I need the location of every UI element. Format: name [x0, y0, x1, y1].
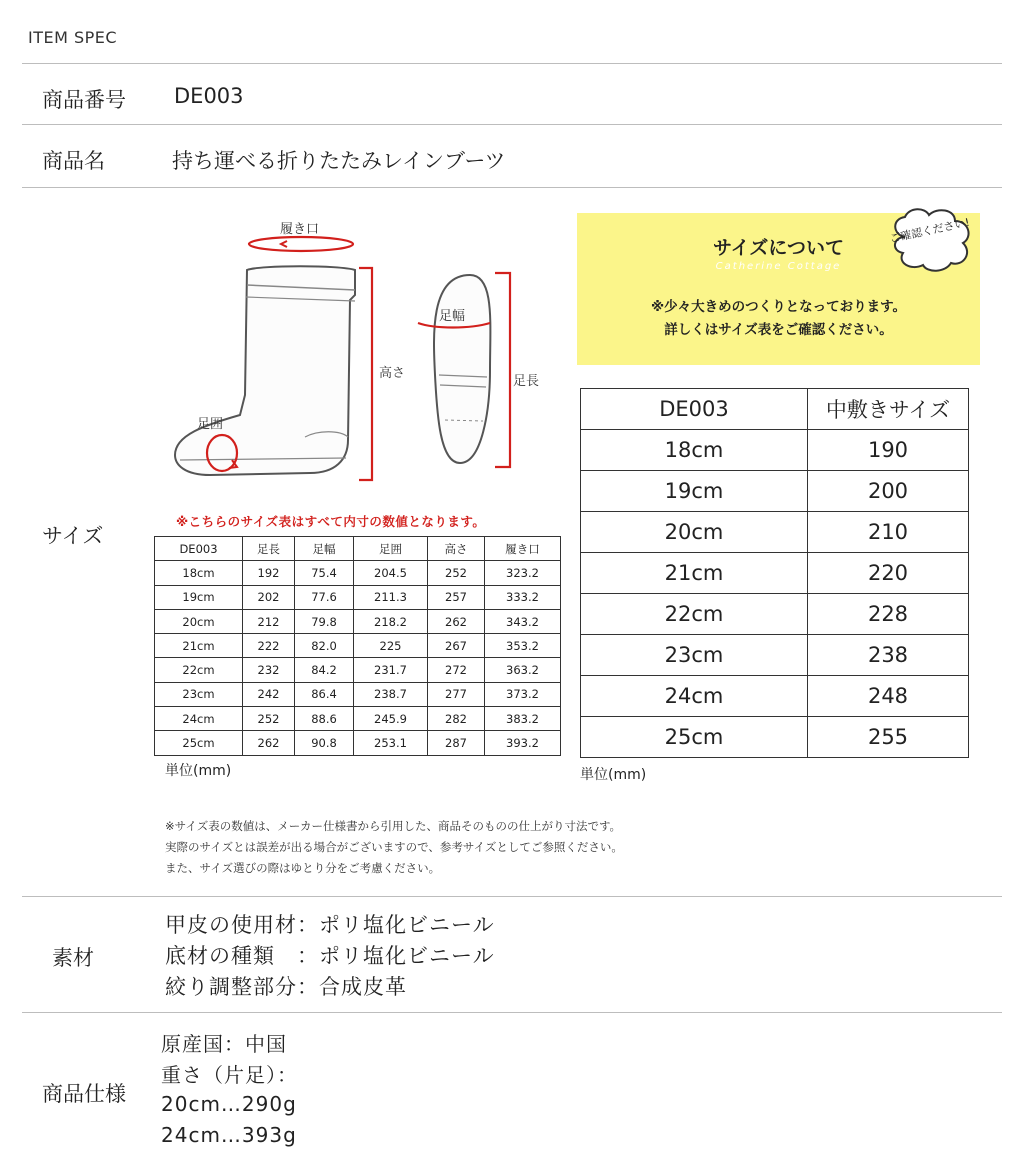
table-row [581, 717, 969, 758]
table-cell: 20cm [581, 512, 808, 553]
table-cell: 220 [808, 553, 969, 594]
table-cell: 242 [243, 682, 295, 706]
table-cell: 363.2 [485, 658, 561, 682]
boot-diagram [150, 205, 570, 505]
table-cell: 248 [808, 676, 969, 717]
table-row [581, 471, 969, 512]
spec-line: 原産国：中国 [161, 1032, 287, 1056]
divider [22, 1012, 1002, 1013]
height-label: 高さ [379, 366, 406, 381]
table-cell: 232 [243, 658, 295, 682]
table-cell: 190 [808, 430, 969, 471]
table-cell: 323.2 [485, 561, 561, 585]
table-cell: 23cm [581, 635, 808, 676]
table-row [155, 658, 561, 682]
table-row [155, 634, 561, 658]
height-bracket [359, 268, 372, 480]
size-note-line: 実際のサイズとは誤差が出る場合がございますので、参考サイズとしてご参照ください。 [165, 840, 623, 854]
table-row [155, 731, 561, 755]
table-header: 履き口 [485, 537, 561, 561]
foot-length-label: 足長 [513, 374, 540, 389]
material-line: 甲皮の使用材：ポリ塩化ビニール [165, 913, 495, 937]
foot-length-bracket [495, 273, 510, 467]
table-cell: 333.2 [485, 585, 561, 609]
table-row [581, 635, 969, 676]
divider [22, 63, 1002, 64]
table-cell: 353.2 [485, 634, 561, 658]
inner-size-note: ※こちらのサイズ表はすべて内寸の数値となります。 [176, 514, 486, 529]
table-cell: 343.2 [485, 609, 561, 633]
table-cell: 218.2 [354, 609, 428, 633]
material-line: 絞り調整部分：合成皮革 [165, 975, 407, 999]
table-cell: 238 [808, 635, 969, 676]
table-header: 足囲 [354, 537, 428, 561]
table-cell: 79.8 [295, 609, 354, 633]
table-cell: 204.5 [354, 561, 428, 585]
cloud-badge-icon [885, 207, 977, 275]
spec-line: 24cm…393g [161, 1123, 297, 1147]
table-row [155, 561, 561, 585]
table-row [155, 585, 561, 609]
insole-size-table [580, 388, 969, 758]
table-cell: 21cm [155, 634, 243, 658]
table-cell: 82.0 [295, 634, 354, 658]
table-cell: 25cm [581, 717, 808, 758]
size-notice-line-1: ※少々大きめのつくりとなっております。 [650, 299, 907, 315]
table-cell: 225 [354, 634, 428, 658]
table-row [155, 707, 561, 731]
size-note-line: ※サイズ表の数値は、メーカー仕様書から引用した、商品そのものの仕上がり寸法です。 [165, 819, 622, 833]
table-cell: 228 [808, 594, 969, 635]
divider [22, 896, 1002, 897]
unit-label: 単位(mm) [165, 763, 232, 779]
table-cell: 262 [428, 609, 485, 633]
table-cell: 19cm [581, 471, 808, 512]
table-row [581, 676, 969, 717]
table-cell: 287 [428, 731, 485, 755]
product-name-value: 持ち運べる折りたたみレインブーツ [172, 149, 506, 173]
table-cell: 211.3 [354, 585, 428, 609]
table-header-row [581, 389, 969, 430]
table-cell: 21cm [581, 553, 808, 594]
table-cell: 25cm [155, 731, 243, 755]
table-cell: 373.2 [485, 682, 561, 706]
product-name-label: 商品名 [42, 149, 105, 173]
table-cell: 22cm [581, 594, 808, 635]
size-table [154, 536, 561, 756]
table-header: DE003 [581, 389, 808, 430]
divider [22, 187, 1002, 188]
size-note-line: また、サイズ選びの際はゆとり分をご考慮ください。 [165, 861, 441, 875]
product-number-value: DE003 [174, 84, 244, 108]
size-notice-title: サイズについて [712, 237, 845, 259]
table-cell: 252 [428, 561, 485, 585]
table-cell: 77.6 [295, 585, 354, 609]
table-cell: 88.6 [295, 707, 354, 731]
table-header: 中敷きサイズ [808, 389, 969, 430]
opening-arrow [249, 237, 353, 251]
table-cell: 262 [243, 731, 295, 755]
table-cell: 75.4 [295, 561, 354, 585]
table-cell: 20cm [155, 609, 243, 633]
table-header: 足幅 [295, 537, 354, 561]
divider [22, 124, 1002, 125]
table-cell: 253.1 [354, 731, 428, 755]
unit-label-2: 単位(mm) [580, 767, 647, 783]
item-spec-header: ITEM SPEC [28, 28, 118, 47]
table-cell: 24cm [155, 707, 243, 731]
spec-line: 重さ（片足）： [161, 1063, 298, 1087]
table-cell: 393.2 [485, 731, 561, 755]
product-number-label: 商品番号 [42, 88, 126, 112]
material-line: 底材の種類 ：ポリ塩化ビニール [165, 944, 495, 968]
size-diagram [150, 205, 570, 505]
table-header: DE003 [155, 537, 243, 561]
table-cell: 383.2 [485, 707, 561, 731]
table-cell: 19cm [155, 585, 243, 609]
table-row [581, 553, 969, 594]
table-cell: 222 [243, 634, 295, 658]
spec-line: 20cm…290g [161, 1092, 297, 1116]
table-cell: 202 [243, 585, 295, 609]
size-notice-line-2: 詳しくはサイズ表をご確認ください。 [664, 322, 893, 338]
opening-label: 履き口 [280, 222, 320, 237]
table-cell: 210 [808, 512, 969, 553]
table-cell: 18cm [155, 561, 243, 585]
table-cell: 18cm [581, 430, 808, 471]
table-header: 足長 [243, 537, 295, 561]
table-row [155, 682, 561, 706]
badge-text: ご確認ください! [888, 215, 971, 246]
table-cell: 86.4 [295, 682, 354, 706]
table-cell: 282 [428, 707, 485, 731]
table-cell: 277 [428, 682, 485, 706]
table-cell: 212 [243, 609, 295, 633]
table-cell: 245.9 [354, 707, 428, 731]
foot-girth-label: 足囲 [197, 417, 224, 432]
table-cell: 84.2 [295, 658, 354, 682]
foot-width-label: 足幅 [439, 309, 466, 324]
table-row [581, 512, 969, 553]
table-row [581, 430, 969, 471]
table-cell: 257 [428, 585, 485, 609]
table-cell: 231.7 [354, 658, 428, 682]
table-header: 高さ [428, 537, 485, 561]
table-cell: 267 [428, 634, 485, 658]
size-notice-box [577, 213, 980, 365]
table-cell: 255 [808, 717, 969, 758]
table-row [581, 594, 969, 635]
table-cell: 90.8 [295, 731, 354, 755]
table-cell: 272 [428, 658, 485, 682]
spec-label: 商品仕様 [42, 1082, 126, 1106]
table-cell: 24cm [581, 676, 808, 717]
table-cell: 200 [808, 471, 969, 512]
table-cell: 22cm [155, 658, 243, 682]
table-cell: 252 [243, 707, 295, 731]
material-label: 素材 [52, 946, 94, 970]
table-cell: 238.7 [354, 682, 428, 706]
table-cell: 23cm [155, 682, 243, 706]
size-label: サイズ [42, 524, 104, 548]
table-header-row [155, 537, 561, 561]
table-row [155, 609, 561, 633]
table-cell: 192 [243, 561, 295, 585]
brand-watermark: Catherine Cottage [715, 261, 842, 272]
